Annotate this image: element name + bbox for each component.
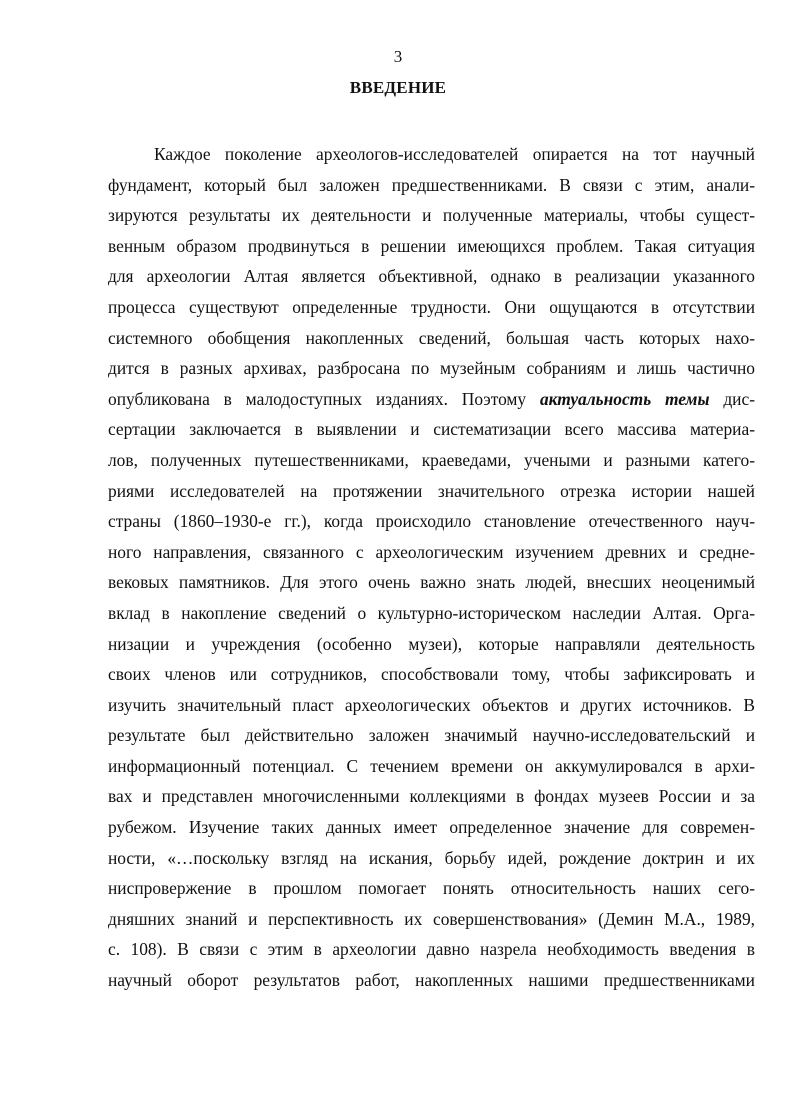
text-line: риями исследователей на протяжении значительного отрезка истории нашей: [108, 480, 755, 501]
text-line: изучить значительный пласт археологических объектов и других источников. В: [108, 694, 755, 715]
emphasized-term: актуальность темы: [539, 388, 710, 409]
text-line: фундамент, который был заложен предшественниками. В связи с этим, анали-: [108, 174, 755, 195]
text-line: своих членов или сотрудников, способствовали тому, чтобы зафиксировать и: [108, 664, 755, 685]
body-paragraph: [108, 139, 755, 996]
text-segment: опубликована в малодоступных изданиях. Поэтому: [108, 388, 540, 409]
text-line: системного обобщения накопленных сведений, большая часть которых нахо-: [108, 327, 755, 348]
text-line: информационный потенциал. С течением времени он аккумулировался в архи-: [108, 755, 755, 776]
page-number: 3: [393, 47, 403, 66]
text-line: вековых памятников. Для этого очень важно знать людей, внесших неоценимый: [108, 572, 755, 593]
text-line: процесса существуют определенные трудности. Они ощущаются в отсутствии: [108, 296, 755, 317]
text-line: результате был действительно заложен значимый научно-исследовательский и: [108, 725, 755, 746]
text-line: сертации заключается в выявлении и систематизации всего массива материа-: [108, 419, 755, 440]
text-line: ниспровержение в прошлом помогает понять относительность наших сего-: [108, 878, 755, 899]
text-line: ности, «…поскольку взгляд на искания, борьбу идей, рождение доктрин и их: [108, 847, 755, 868]
text-line: вклад в накопление сведений о культурно-историческом наследии Алтая. Орга-: [108, 602, 755, 623]
text-line: страны (1860–1930-е гг.), когда происходило становление отечественного науч-: [108, 511, 755, 532]
text-line: дняшних знаний и перспективность их совершенствования» (Демин М.А., 1989,: [108, 908, 755, 929]
text-line: Каждое поколение археологов-исследователей опирается на тот научный: [154, 144, 755, 164]
text-line: лов, полученных путешественниками, краеведами, учеными и разными катего-: [108, 449, 755, 470]
text-line: низации и учреждения (особенно музеи), которые направляли деятельность: [108, 633, 755, 654]
text-line: [108, 384, 755, 415]
text-line: дится в разных архивах, разбросана по музейным собраниям и лишь частично: [108, 358, 755, 379]
text-line: рубежом. Изучение таких данных имеет определенное значение для современ-: [108, 817, 755, 838]
text-line: венным образом продвинуться в решении имеющихся проблем. Такая ситуация: [108, 235, 755, 256]
text-line: вах и представлен многочисленными коллекциями в фондах музеев России и за: [108, 786, 755, 807]
text-line: зируются результаты их деятельности и полученные материалы, чтобы сущест-: [108, 205, 755, 226]
text-line: научный оборот результатов работ, накопленных нашими предшественниками: [108, 970, 755, 991]
section-heading: ВВЕДЕНИЕ: [349, 78, 447, 97]
text-line: ного направления, связанного с археологическим изучением древних и средне-: [108, 541, 755, 562]
text-line: с. 108). В связи с этим в археологии давно назрела необходимость введения в: [108, 939, 755, 960]
text-segment: дис-: [709, 388, 756, 409]
text-line: для археологии Алтая является объективной, однако в реализации указанного: [108, 266, 755, 287]
